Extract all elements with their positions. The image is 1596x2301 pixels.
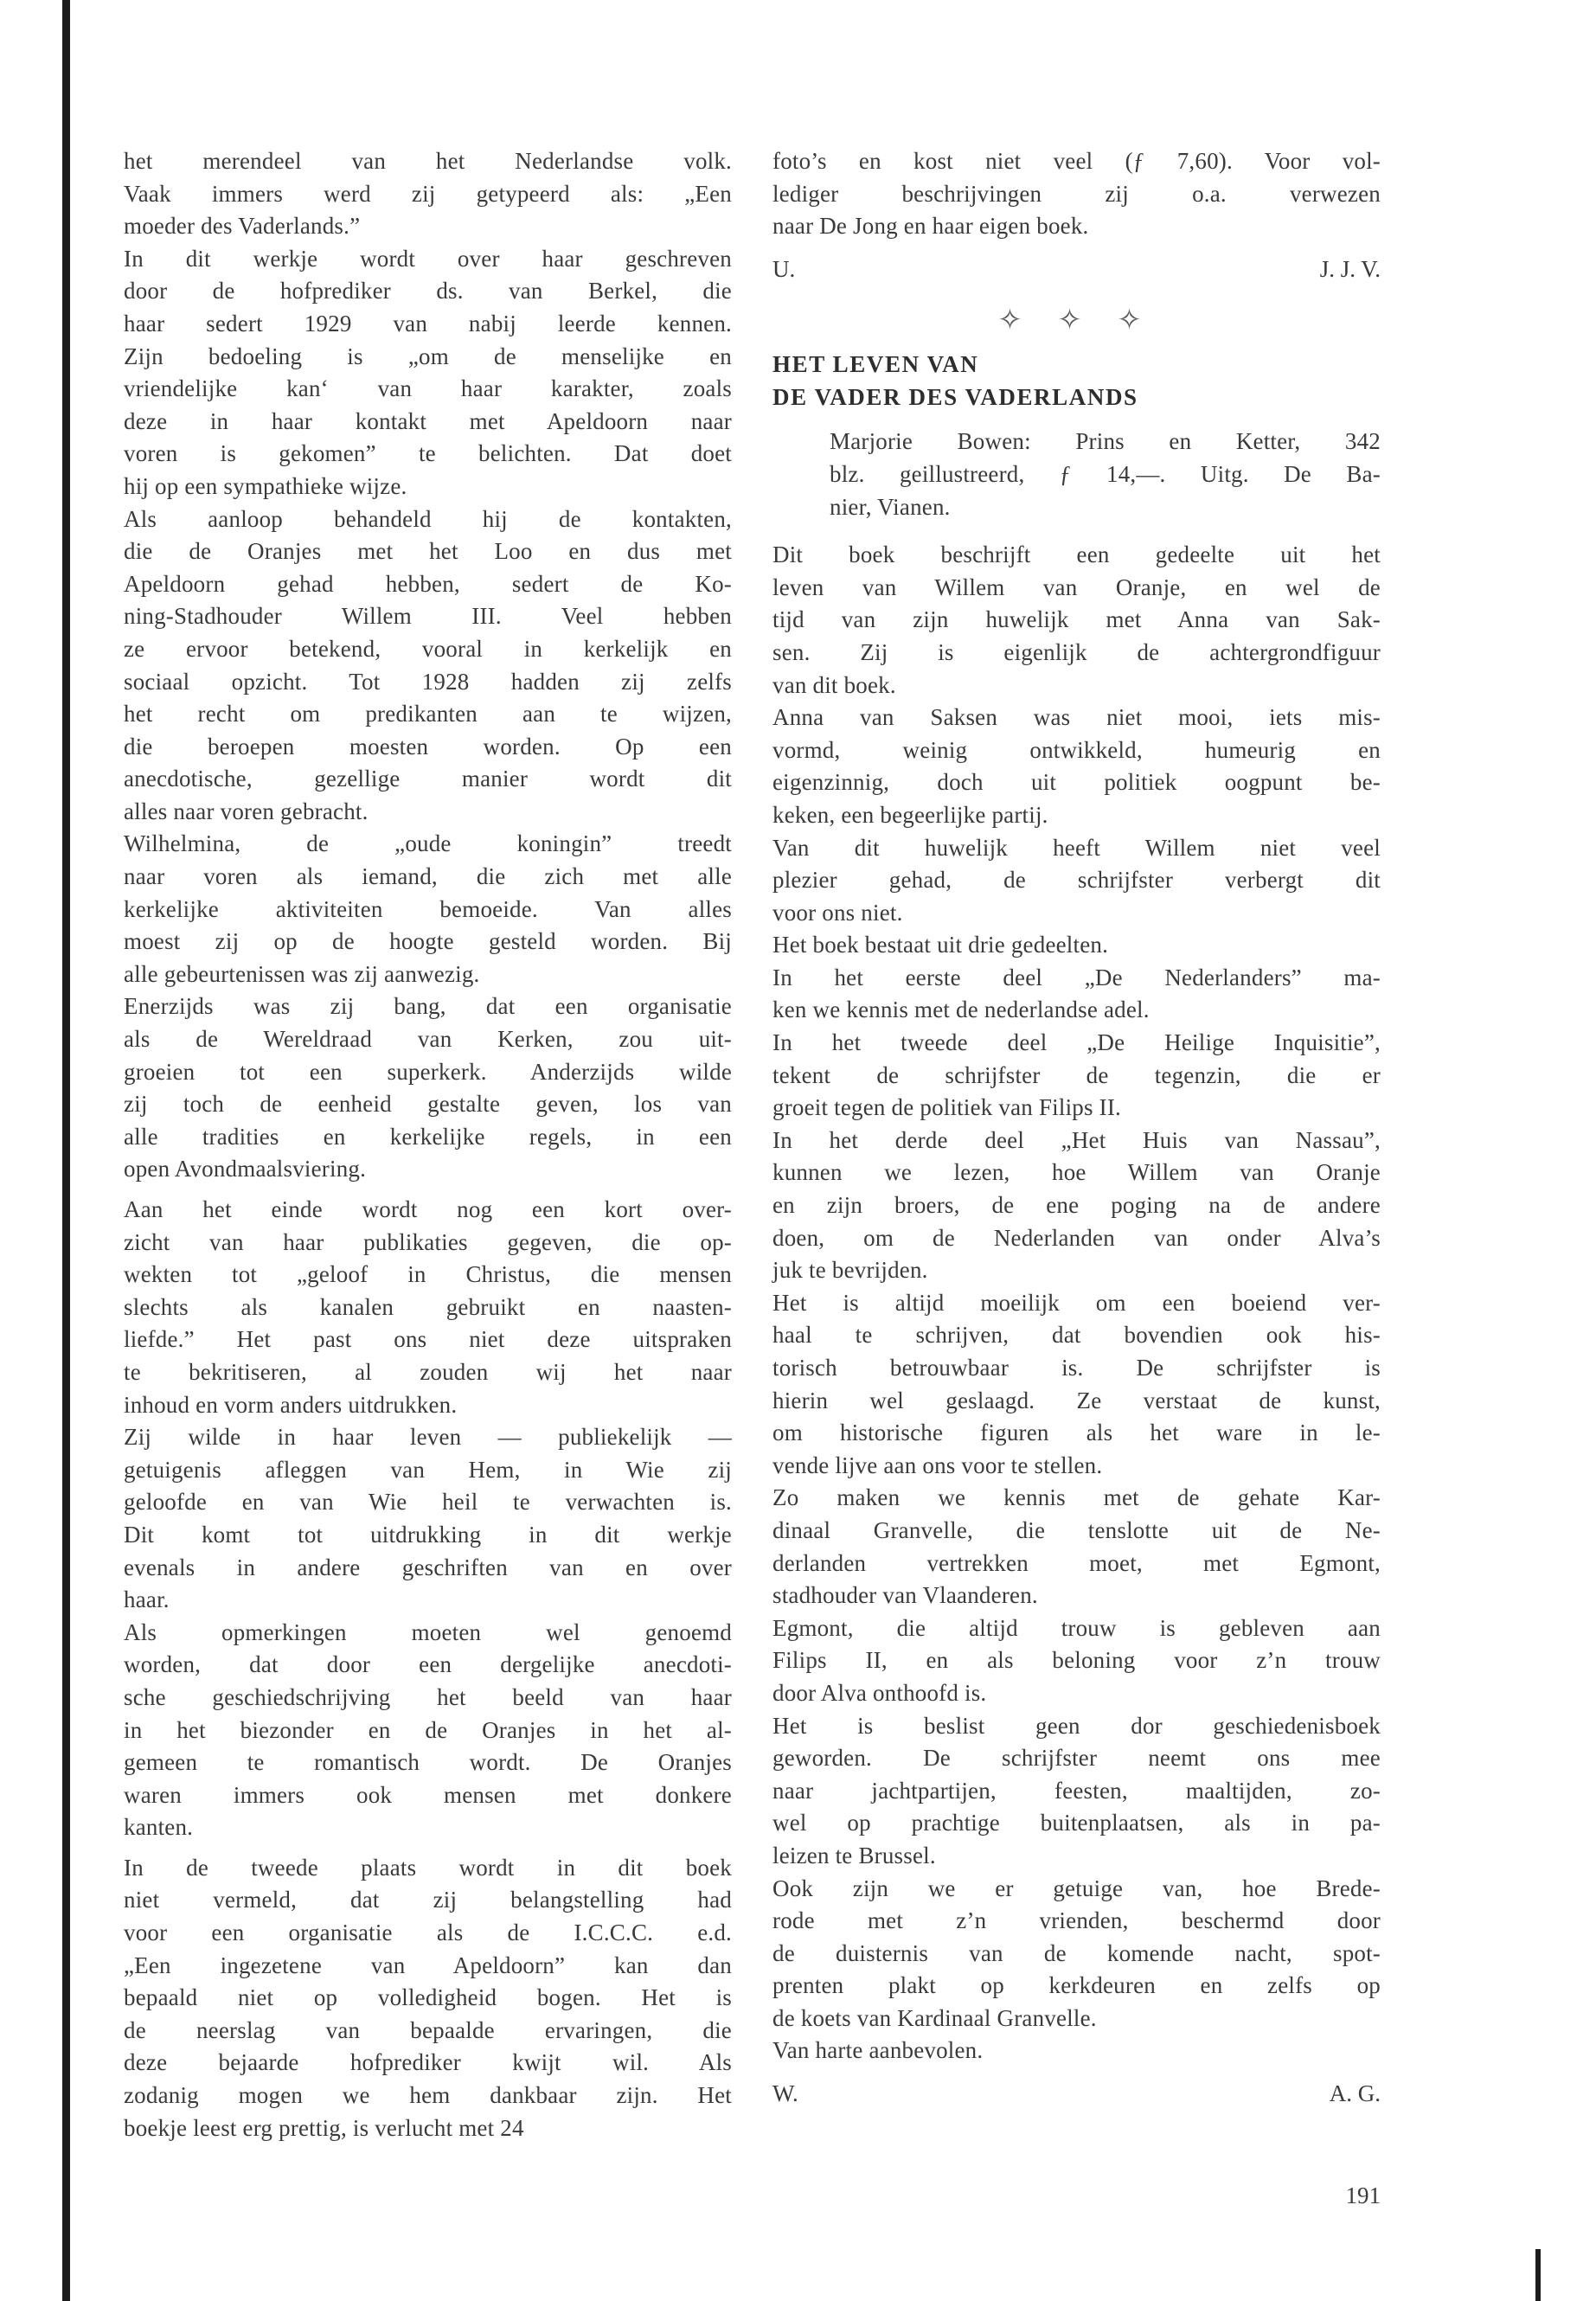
- text-line: foto’s en kost niet veel (ƒ 7,60). Voor vol-: [772, 148, 1381, 174]
- article-heading: [772, 348, 1381, 413]
- text-line: derlanden vertrekken moet, met Egmont,: [772, 1549, 1381, 1576]
- review-body: [772, 539, 1381, 2067]
- paragraph: [772, 1612, 1381, 1710]
- paragraph: [772, 1710, 1381, 1873]
- text-line: dinaal Granvelle, die tenslotte uit de Ne-: [772, 1516, 1381, 1543]
- text-line: Egmont, die altijd trouw is gebleven aan: [772, 1614, 1381, 1641]
- text-line: geloofde en van Wie heil te verwachten is.: [124, 1489, 732, 1516]
- text-line: ze ervoor betekend, vooral in kerkelijk en: [124, 635, 732, 662]
- text-line: alle tradities en kerkelijke regels, in een: [124, 1123, 732, 1150]
- text-line: kerkelijke aktiviteiten bemoeide. Van alles: [124, 895, 732, 922]
- text-line: voor ons niet.: [772, 899, 903, 926]
- text-line: vende lijve aan ons voor te stellen.: [772, 1452, 1103, 1478]
- text-line: Van harte aanbevolen.: [772, 2037, 984, 2064]
- text-line: inhoud en vorm anders uitdrukken.: [124, 1391, 458, 1418]
- text-line: Anna van Saksen was niet mooi, iets mis-: [772, 704, 1381, 731]
- text-line: liefde.” Het past ons niet deze uitspraken: [124, 1326, 732, 1353]
- text-line: wel op prachtige buitenplaatsen, als in pa-: [772, 1810, 1381, 1836]
- text-line: deze bejaarde hofprediker kwijt wil. Als: [124, 2049, 732, 2076]
- paragraph: [124, 1852, 732, 2144]
- text-line: tekent de schrijfster de tegenzin, die er: [772, 1061, 1381, 1088]
- text-line: zicht van haar publikaties gegeven, die op-: [124, 1228, 732, 1255]
- text-line: naar jachtpartijen, feesten, maaltijden, zo-: [772, 1777, 1381, 1804]
- paragraph: [772, 1287, 1381, 1483]
- text-line: en zijn broers, de ene poging na de andere: [772, 1192, 1381, 1219]
- paragraph: [124, 1421, 732, 1617]
- text-line: Het is altijd moeilijk om een boeiend ver-: [772, 1289, 1381, 1316]
- text-line: als de Wereldraad van Kerken, zou uit-: [124, 1026, 732, 1053]
- text-line: stadhouder van Vlaanderen.: [772, 1582, 1038, 1609]
- book-info: [830, 426, 1381, 523]
- text-line: moest zij op de hoogte gesteld worden. Bij: [124, 928, 732, 955]
- text-line: kanten.: [124, 1814, 194, 1841]
- text-line: om historische figuren als het ware in le-: [772, 1420, 1381, 1446]
- paragraph: [124, 243, 732, 503]
- page-number: 191: [1345, 2182, 1381, 2208]
- text-line: vormd, weinig ontwikkeld, humeurig en: [772, 736, 1381, 763]
- text-line: Zo maken we kennis met de gehate Kar-: [772, 1484, 1381, 1511]
- text-line: boekje leest erg prettig, is verlucht met 24: [124, 2114, 524, 2141]
- text-line: waren immers ook mensen met donkere: [124, 1781, 732, 1808]
- text-line: groeit tegen de politiek van Filips II.: [772, 1094, 1121, 1121]
- text-line: deze in haar kontakt met Apeldoorn naar: [124, 407, 732, 434]
- paragraph: [772, 1873, 1381, 2035]
- text-line: In dit werkje wordt over haar geschreven: [124, 245, 732, 272]
- text-line: Enerzijds was zij bang, dat een organisatie: [124, 993, 732, 1020]
- text-line: juk te bevrijden.: [772, 1257, 928, 1284]
- text-line: in het biezonder en de Oranjes in het al-: [124, 1716, 732, 1743]
- paragraph: [772, 539, 1381, 702]
- paragraph: [124, 503, 732, 829]
- text-line: Aan het einde wordt nog een kort over-: [124, 1196, 732, 1222]
- paragraph: [772, 1027, 1381, 1125]
- text-line: Dit boek beschrijft een gedeelte uit het: [772, 542, 1381, 568]
- heading-line: DE VADER DES VADERLANDS: [772, 384, 1138, 411]
- paragraph: [772, 2035, 1381, 2067]
- text-line: alle gebeurtenissen was zij aanwezig.: [124, 960, 480, 987]
- text-line: sociaal opzicht. Tot 1928 hadden zij zelfs: [124, 668, 732, 695]
- text-line: Filips II, en als beloning voor z’n trouw: [772, 1647, 1381, 1674]
- heading-line: HET LEVEN VAN: [772, 351, 979, 378]
- book-info-line: nier, Vianen.: [830, 493, 951, 520]
- text-line: Als opmerkingen moeten wel genoemd: [124, 1618, 732, 1645]
- paragraph: [772, 962, 1381, 1027]
- signature-author: J. J. V.: [1319, 255, 1381, 282]
- text-line: haar sedert 1929 van nabij leerde kennen.: [124, 310, 732, 336]
- text-line: lediger beschrijvingen zij o.a. verwezen: [772, 180, 1381, 207]
- text-line: sen. Zij is eigenlijk de achtergrondfiguur: [772, 638, 1381, 665]
- text-line: het merendeel van het Nederlandse volk.: [124, 148, 732, 174]
- text-line: moeder des Vaderlands.”: [124, 213, 361, 240]
- paragraph: [124, 145, 732, 243]
- text-line: die beroepen moesten worden. Op een: [124, 733, 732, 760]
- paragraph: [124, 828, 732, 990]
- text-line: slechts als kanalen gebruikt en naasten-: [124, 1293, 732, 1320]
- text-line: In het tweede deel „De Heilige Inquisitie”,: [772, 1029, 1381, 1056]
- text-line: eigenzinnig, doch uit politiek oogpunt be-: [772, 769, 1381, 796]
- text-line: Als aanloop behandeld hij de kontakten,: [124, 505, 732, 532]
- book-info-line: blz. geillustreerd, ƒ 14,—. Uitg. De Ba-: [830, 460, 1381, 487]
- text-line: naar voren als iemand, die zich met alle: [124, 863, 732, 890]
- text-line: Zij wilde in haar leven — publiekelijk —: [124, 1424, 732, 1451]
- text-line: zodanig mogen we hem dankbaar zijn. Het: [124, 2082, 732, 2109]
- text-line: In het derde deel „Het Huis van Nassau”,: [772, 1126, 1381, 1153]
- text-line: groeien tot een superkerk. Anderzijds wilde: [124, 1058, 732, 1085]
- text-line: hij op een sympathieke wijze.: [124, 472, 407, 499]
- text-line: kunnen we lezen, hoe Willem van Oranje: [772, 1159, 1381, 1186]
- text-line: de duisternis van de komende nacht, spot-: [772, 1939, 1381, 1966]
- paragraph: [772, 702, 1381, 831]
- text-line: Dit komt tot uitdrukking in dit werkje: [124, 1521, 732, 1548]
- text-line: bepaald niet op volledigheid bogen. Het is: [124, 1984, 732, 2011]
- text-line: ning-Stadhouder Willem III. Veel hebben: [124, 603, 732, 630]
- text-line: de koets van Kardinaal Granvelle.: [772, 2004, 1097, 2031]
- text-line: In de tweede plaats wordt in dit boek: [124, 1854, 732, 1881]
- paragraph: [772, 832, 1381, 930]
- first-signature: [772, 253, 1381, 286]
- text-line: prenten plakt op kerkdeuren en zelfs op: [772, 1972, 1381, 1999]
- text-line: Ook zijn we er getuige van, hoe Brede-: [772, 1875, 1381, 1901]
- text-line: van dit boek.: [772, 671, 896, 698]
- text-line: leizen te Brussel.: [772, 1842, 936, 1868]
- signature-initial: U.: [772, 255, 796, 282]
- final-signature: [772, 2078, 1381, 2111]
- text-line: Het boek bestaat uit drie gedeelten.: [772, 932, 1109, 958]
- text-line: naar De Jong en haar eigen boek.: [772, 213, 1089, 240]
- text-line: geworden. De schrijfster neemt ons mee: [772, 1745, 1381, 1772]
- text-line: evenals in andere geschriften van en over: [124, 1554, 732, 1580]
- text-line: Van dit huwelijk heeft Willem niet veel: [772, 834, 1381, 861]
- paragraph: [124, 1194, 732, 1421]
- text-line: die de Oranjes met het Loo en dus met: [124, 538, 732, 565]
- text-line: Apeldoorn gehad hebben, sedert de Ko-: [124, 570, 732, 597]
- text-line: hierin wel geslaagd. Ze verstaat de kunst,: [772, 1387, 1381, 1413]
- text-line: leven van Willem van Oranje, en wel de: [772, 574, 1381, 600]
- left-column: [124, 145, 732, 2144]
- text-line: keken, een begeerlijke partij.: [772, 801, 1048, 828]
- text-line: door Alva onthoofd is.: [772, 1679, 987, 1706]
- text-line: plezier gehad, de schrijfster verbergt dit: [772, 867, 1381, 894]
- text-line: Wilhelmina, de „oude koningin” treedt: [124, 830, 732, 857]
- text-line: haar.: [124, 1586, 170, 1613]
- text-line: niet vermeld, dat zij belangstelling had: [124, 1887, 732, 1913]
- text-line: door de hofprediker ds. van Berkel, die: [124, 278, 732, 304]
- intro-paragraph: [772, 145, 1381, 243]
- text-line: het recht om predikanten aan te wijzen,: [124, 701, 732, 727]
- text-line: rode met z’n vrienden, beschermd door: [772, 1907, 1381, 1934]
- text-line: open Avondmaalsviering.: [124, 1156, 367, 1183]
- text-line: tijd van zijn huwelijk met Anna van Sak-: [772, 606, 1381, 633]
- text-line: wekten tot „geloof in Christus, die mensen: [124, 1261, 732, 1288]
- text-line: de neerslag van bepaalde ervaringen, die: [124, 2016, 732, 2043]
- text-line: zij toch de eenheid gestalte geven, los van: [124, 1091, 732, 1118]
- text-line: doen, om de Nederlanden van onder Alva’s: [772, 1224, 1381, 1251]
- text-line: gemeen te romantisch wordt. De Oranjes: [124, 1749, 732, 1776]
- text-line: Zijn bedoeling is „om de menselijke en: [124, 343, 732, 369]
- text-line: vriendelijke kan‘ van haar karakter, zoals: [124, 375, 732, 402]
- text-line: Vaak immers werd zij getypeerd als: „Een: [124, 180, 732, 207]
- book-info-line: Marjorie Bowen: Prins en Ketter, 342: [830, 428, 1381, 455]
- text-line: torisch betrouwbaar is. De schrijfster is: [772, 1355, 1381, 1381]
- binding-edge: [62, 0, 70, 2301]
- star-separator: ✧ ✧ ✧: [997, 304, 1156, 337]
- page-edge-mark: [1535, 2249, 1541, 2301]
- paragraph: [772, 929, 1381, 962]
- text-line: getuigenis afleggen van Hem, in Wie zij: [124, 1456, 732, 1483]
- text-line: ken we kennis met de nederlandse adel.: [772, 997, 1150, 1023]
- text-line: alles naar voren gebracht.: [124, 798, 369, 824]
- text-line: „Een ingezetene van Apeldoorn” kan dan: [124, 1952, 732, 1978]
- text-line: anecdotische, gezellige manier wordt dit: [124, 766, 732, 792]
- signature-author: A. G.: [1329, 2080, 1381, 2107]
- text-line: te bekritiseren, al zouden wij het naar: [124, 1358, 732, 1385]
- text-line: sche geschiedschrijving het beeld van haar: [124, 1683, 732, 1710]
- paragraph: [772, 1482, 1381, 1612]
- text-line: In het eerste deel „De Nederlanders” ma-: [772, 964, 1381, 990]
- text-line: Het is beslist geen dor geschiedenisboek: [772, 1712, 1381, 1739]
- text-line: voor een organisatie als de I.C.C.C. e.d.: [124, 1920, 732, 1946]
- paragraph: [124, 1617, 732, 1844]
- right-column: [772, 145, 1381, 2111]
- paragraph: [124, 990, 732, 1186]
- paragraph: [772, 1125, 1381, 1287]
- signature-initial: W.: [772, 2080, 798, 2107]
- text-line: voren is gekomen” te belichten. Dat doet: [124, 440, 732, 467]
- text-line: worden, dat door een dergelijke anecdoti-: [124, 1651, 732, 1678]
- text-line: haal te schrijven, dat bovendien ook his-: [772, 1322, 1381, 1349]
